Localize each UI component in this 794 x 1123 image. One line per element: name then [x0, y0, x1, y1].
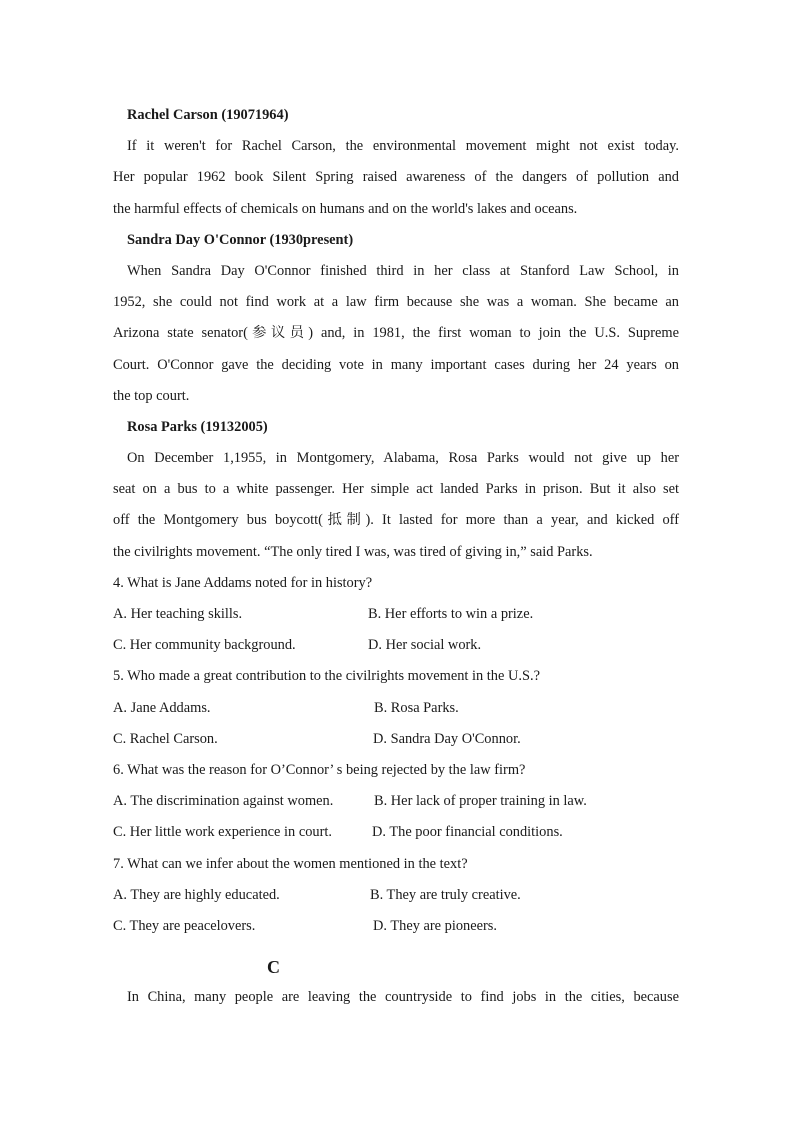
question-4-option-b: B. Her efforts to win a prize. — [368, 606, 534, 622]
section-c-heading: C — [267, 957, 280, 978]
question-5-option-a: A. Jane Addams. — [113, 699, 211, 716]
question-4-option-a: A. Her teaching skills. — [113, 606, 243, 622]
question-7-stem: 7. What can we infer about the women mentioned in the text? — [113, 855, 468, 872]
question-7-option-a: A. They are highly educated. — [113, 886, 280, 903]
question-4-options-row-2 — [113, 630, 679, 661]
oconnor-line-4: Court. O'Connor gave the deciding vote in many important cases during her 24 years on — [113, 356, 679, 373]
question-7-option-d: D. They are pioneers. — [373, 917, 498, 934]
question-5-options-row-2 — [113, 724, 679, 755]
oconnor-line-5: the top court. — [113, 387, 190, 404]
question-5-option-c: C. Rachel Carson. — [113, 730, 218, 747]
parks-line-4: the civilrights movement. “The only tired I was, was tired of giving in,” said Parks. — [113, 543, 593, 560]
question-4-stem: 4. What is Jane Addams noted for in history? — [113, 574, 373, 591]
parks-line-1: On December 1,1955, in Montgomery, Alabama, Rosa Parks would not give up her — [127, 450, 679, 467]
question-7-option-c: C. They are peacelovers. — [113, 917, 256, 934]
parks-heading: Rosa Parks (19132005) — [127, 418, 268, 435]
question-6-options-row-2 — [113, 817, 679, 848]
question-4-option-c: C. Her community background. — [113, 637, 296, 654]
question-6-option-b: B. Her lack of proper training in law. — [374, 793, 587, 810]
question-4-option-d: D. Her social work. — [368, 637, 482, 654]
question-6-option-a: A. The discrimination against women. — [113, 793, 334, 810]
question-5-stem: 5. Who made a great contribution to the civilrights movement in the U.S.? — [113, 668, 540, 685]
question-7-option-b: B. They are truly creative. — [370, 886, 521, 903]
question-5-option-d: D. Sandra Day O'Connor. — [373, 730, 521, 747]
question-6-option-d: D. The poor financial conditions. — [372, 824, 563, 841]
oconnor-line-2: 1952, she could not find work at a law firm because she was a woman. She became an — [113, 294, 679, 311]
question-6-options-row-1 — [113, 786, 679, 817]
oconnor-heading: Sandra Day O'Connor (1930present) — [127, 231, 354, 248]
question-5-options-row-1 — [113, 693, 679, 724]
section-c-first-line: In China, many people are leaving the countryside to find jobs in the cities, because — [127, 989, 679, 1006]
oconnor-line-3: Arizona state senator(参议员) and, in 1981, the first woman to join the U.S. Supreme — [113, 325, 679, 342]
carson-line-3: the harmful effects of chemicals on humans and on the world's lakes and oceans. — [113, 200, 578, 217]
question-5-option-b: B. Rosa Parks. — [374, 699, 459, 716]
question-6-stem: 6. What was the reason for O’Connor’ s being rejected by the law firm? — [113, 761, 526, 778]
question-6-option-c: C. Her little work experience in court. — [113, 824, 332, 841]
question-7-options-row-1 — [113, 880, 679, 911]
carson-heading: Rachel Carson (19071964) — [127, 107, 289, 123]
carson-line-1: If it weren't for Rachel Carson, the environmental movement might not exist today. — [127, 138, 679, 155]
question-4-options-row-1 — [113, 599, 679, 630]
carson-line-2: Her popular 1962 book Silent Spring raised awareness of the dangers of pollution and — [113, 169, 679, 186]
question-7-options-row-2 — [113, 911, 679, 942]
parks-line-3: off the Montgomery bus boycott(抵制). It lasted for more than a year, and kicked off — [113, 512, 679, 529]
oconnor-line-1: When Sandra Day O'Connor finished third in her class at Stanford Law School, in — [127, 262, 679, 279]
parks-line-2: seat on a bus to a white passenger. Her simple act landed Parks in prison. But it also set — [113, 481, 679, 498]
